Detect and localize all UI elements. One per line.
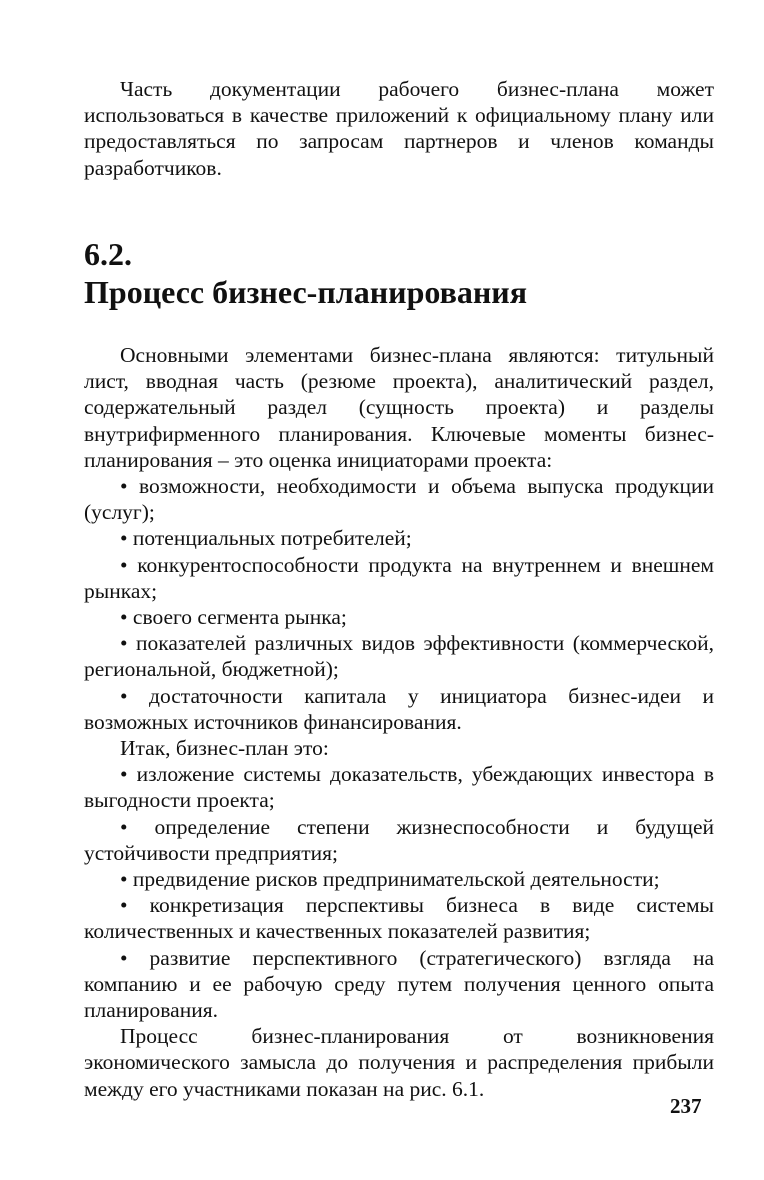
assessment-item-4: • своего сегмента рынка; xyxy=(84,604,714,630)
definition-item-4: • конкретизация перспективы бизнеса в виде системы количественных и качественных показателей развития; xyxy=(84,892,714,944)
page-number: 237 xyxy=(670,1094,702,1118)
section-title: Процесс бизнес-планирования xyxy=(84,274,528,310)
definition-item-5: • развитие перспективного (стратегического) взгляда на компанию и ее рабочую среду путем получения ценного опыта планирования. xyxy=(84,945,714,1024)
assessment-item-2: • потенциальных потребителей; xyxy=(84,525,714,551)
assessment-item-6: • достаточности капитала у инициатора бизнес-идеи и возможных источников финансирования. xyxy=(84,683,714,735)
main-paragraph: Основными элементами бизнес-плана являются: титульный лист, вводная часть (резюме проекта), аналитический раздел, содержательный раздел (сущность проекта) и разделы внутрифирменного планирования. Ключевые моменты бизнес-планирования – это оценка инициаторами проекта: xyxy=(84,343,714,472)
summary-lead: Итак, бизнес-план это: xyxy=(120,736,329,761)
section-body xyxy=(84,342,714,1102)
closing-paragraph: Процесс бизнес-планирования от возникновения экономического замысла до получения и распределения прибыли между его участниками показан на рис. 6.1. xyxy=(84,1024,714,1101)
definition-item-1: • изложение системы доказательств, убеждающих инвестора в выгодности проекта; xyxy=(84,761,714,813)
definition-item-3: • предвидение рисков предпринимательской деятельности; xyxy=(84,866,714,892)
assessment-item-1: • возможности, необходимости и объема выпуска продукции (услуг); xyxy=(84,473,714,525)
assessment-item-5: • показателей различных видов эффективности (коммерческой, региональной, бюджетной); xyxy=(84,630,714,682)
section-number: 6.2. xyxy=(84,236,132,272)
intro-paragraph: Часть документации рабочего бизнес-плана может использоваться в качестве приложений к официальному плану или предоставляться по запросам партнеров и членов команды разработчиков. xyxy=(84,77,714,180)
assessment-item-3: • конкурентоспособности продукта на внутреннем и внешнем рынках; xyxy=(84,552,714,604)
definition-item-2: • определение степени жизнеспособности и будущей устойчивости предприятия; xyxy=(84,814,714,866)
